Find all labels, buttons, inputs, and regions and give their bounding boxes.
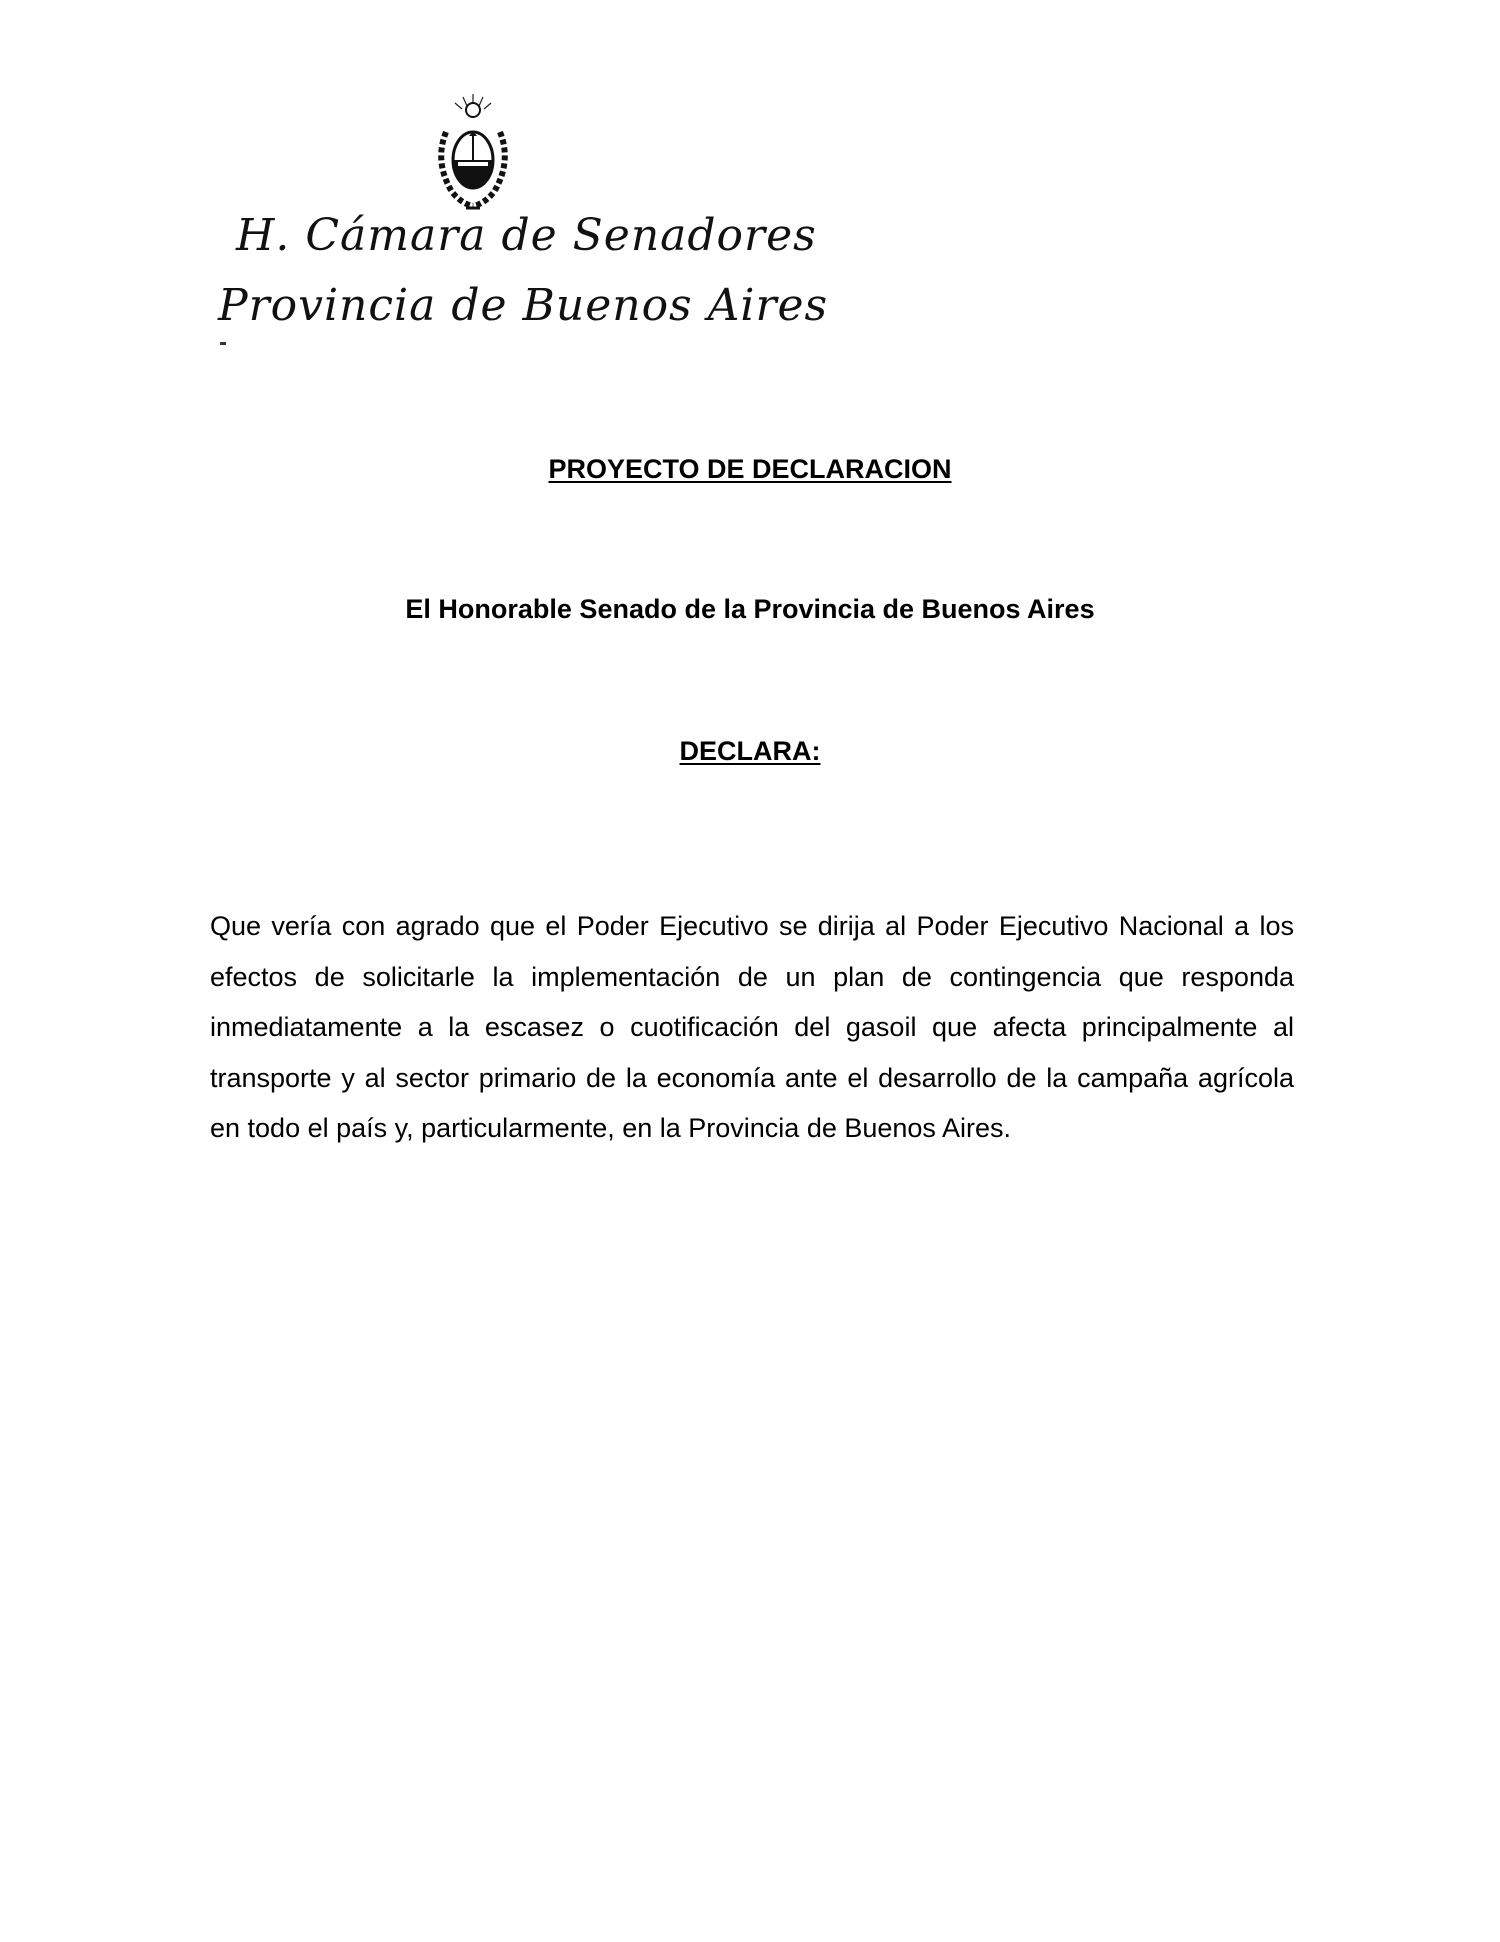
document-heading-text: PROYECTO DE DECLARACION	[548, 454, 952, 484]
letterhead-line-2: Provincia de Buenos Aires	[218, 280, 829, 331]
declaration-body: Que vería con agrado que el Poder Ejecutivo se dirija al Poder Ejecutivo Nacional a los efectos de solicitarle la implementación de un plan de contingencia que responda inmediatamente a la escasez o cuotificación del gasoil que afecta principalmente al transporte y al sector primario de la economía ante el desarrollo de la campaña agrícola en todo el país y, particularmente, en la Provincia de Buenos Aires.	[210, 911, 1294, 1143]
declares-label	[0, 734, 1500, 768]
issuer-text: El Honorable Senado de la Provincia de Buenos Aires	[405, 594, 1095, 624]
letterhead-mark	[220, 342, 226, 345]
document-heading	[0, 452, 1500, 486]
letterhead-line-1: H. Cámara de Senadores	[236, 210, 817, 261]
issuer-line	[0, 592, 1500, 626]
coat-of-arms-icon	[428, 92, 518, 212]
letterhead	[210, 80, 829, 355]
declares-label-text: DECLARA:	[679, 736, 821, 766]
